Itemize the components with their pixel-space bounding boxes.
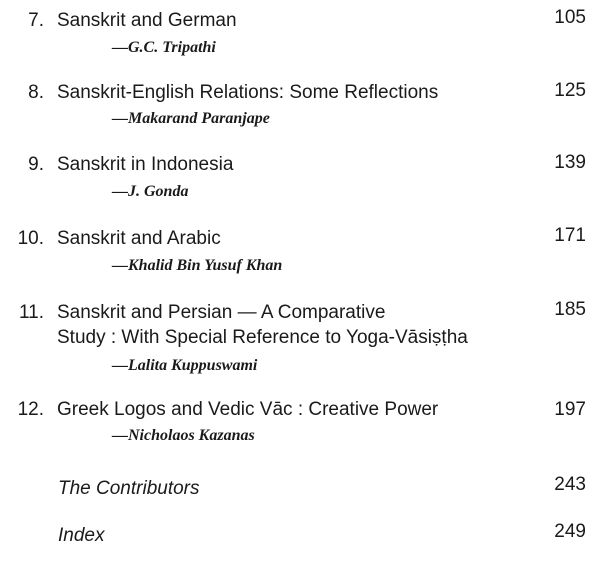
entry-number: 11.: [18, 302, 44, 323]
entry-number: 10.: [17, 228, 44, 249]
entry-title: Greek Logos and Vedic Vāc : Creative Power: [57, 399, 439, 420]
entry-page-number: 185: [554, 299, 586, 320]
entry-title: Sanskrit in Indonesia: [57, 154, 234, 175]
entry-author: —Makarand Paranjape: [112, 110, 270, 127]
back-matter-page-number: 243: [554, 474, 586, 495]
back-matter-title: The Contributors: [58, 478, 200, 499]
entry-title: Sanskrit-English Relations: Some Reflections: [57, 82, 439, 103]
entry-number: 7.: [28, 10, 44, 31]
entry-number: 9.: [28, 154, 44, 175]
entry-title: Sanskrit and Arabic: [57, 228, 221, 249]
entry-page-number: 125: [554, 80, 586, 101]
entry-number: 8.: [28, 82, 44, 103]
back-matter-page-number: 249: [554, 521, 586, 542]
entry-page-number: 139: [554, 152, 586, 173]
entry-author: —G.C. Tripathi: [112, 39, 216, 56]
entry-page-number: 171: [554, 225, 586, 246]
entry-author: —Nicholaos Kazanas: [112, 427, 255, 444]
entry-title: Sanskrit and Persian — A Comparative: [57, 302, 386, 323]
entry-author: —Lalita Kuppuswami: [112, 357, 258, 374]
entry-author: —J. Gonda: [112, 183, 189, 200]
entry-number: 12.: [17, 399, 44, 420]
back-matter-title: Index: [58, 525, 105, 546]
entry-author: —Khalid Bin Yusuf Khan: [112, 257, 283, 274]
entry-page-number: 197: [554, 399, 586, 420]
entry-page-number: 105: [554, 7, 586, 28]
entry-title-continued: Study : With Special Reference to Yoga-Vāsiṣṭha: [57, 327, 468, 348]
entry-title: Sanskrit and German: [57, 10, 237, 31]
